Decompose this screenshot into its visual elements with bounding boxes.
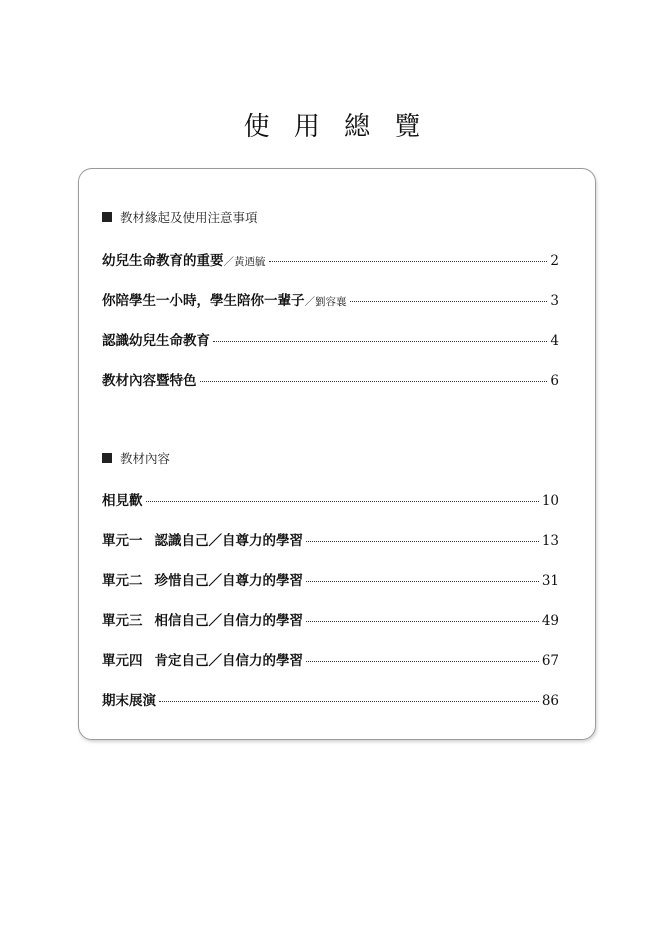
- square-bullet-icon: [102, 212, 112, 222]
- section-heading-label: 教材內容: [120, 451, 171, 466]
- toc-entry[interactable]: [102, 329, 559, 349]
- toc-entry[interactable]: [102, 369, 559, 389]
- dot-leader: [200, 381, 548, 382]
- toc-entry-page: 86: [541, 693, 559, 709]
- toc-entry-author: ／劉容襄: [304, 296, 347, 308]
- dot-leader: [306, 621, 539, 622]
- dot-leader: [306, 661, 539, 662]
- toc-entry[interactable]: [102, 489, 559, 509]
- toc-entry-page: 2: [550, 253, 559, 269]
- dot-leader: [306, 581, 539, 582]
- toc-entry-title: 珍惜自己／自尊力的學習: [154, 573, 303, 589]
- dot-leader: [269, 261, 548, 262]
- toc-entry-page: 4: [550, 333, 559, 349]
- dot-leader: [306, 541, 539, 542]
- toc-entry-title: 相見歡: [102, 493, 143, 509]
- section-heading-origins: [102, 208, 258, 226]
- toc-entry-page: 67: [541, 653, 559, 669]
- toc-entry[interactable]: [102, 529, 559, 549]
- dot-leader: [146, 501, 539, 502]
- dot-leader: [350, 301, 548, 302]
- section-heading-label: 教材緣起及使用注意事項: [120, 210, 258, 225]
- toc-entry-title: 你陪學生一小時，學生陪你一輩子: [102, 293, 305, 309]
- toc-entry[interactable]: [102, 609, 559, 629]
- toc-entry-unit: 單元一: [102, 533, 143, 549]
- toc-entry[interactable]: [102, 689, 559, 709]
- toc-entry-title: 肯定自己／自信力的學習: [154, 653, 303, 669]
- toc-entry-unit: 單元三: [102, 613, 143, 629]
- toc-entry-unit: 單元二: [102, 573, 143, 589]
- toc-entry[interactable]: [102, 289, 559, 309]
- toc-entry-title: 期末展演: [102, 693, 156, 709]
- section-heading-contents: [102, 449, 170, 467]
- dot-leader: [213, 341, 547, 342]
- toc-entry-page: 31: [541, 573, 559, 589]
- toc-entry-page: 10: [541, 493, 559, 509]
- page-title: 使 用 總 覽: [243, 112, 429, 142]
- toc-entry-page: 13: [541, 533, 559, 549]
- dot-leader: [159, 701, 539, 702]
- toc-entry-page: 3: [550, 293, 559, 309]
- toc-entry-unit: 單元四: [102, 653, 143, 669]
- toc-entry-page: 49: [541, 613, 559, 629]
- toc-entry-page: 6: [550, 373, 559, 389]
- toc-entry-title: 認識幼兒生命教育: [102, 333, 210, 349]
- square-bullet-icon: [102, 453, 112, 463]
- toc-entry[interactable]: [102, 649, 559, 669]
- toc-entry-title: 認識自己／自尊力的學習: [154, 533, 303, 549]
- toc-entry-title: 幼兒生命教育的重要: [102, 253, 224, 269]
- toc-entry-title: 相信自己／自信力的學習: [154, 613, 303, 629]
- toc-entry-author: ／黃迺毓: [223, 256, 266, 268]
- toc-entry[interactable]: [102, 249, 559, 269]
- toc-entry-title: 教材內容暨特色: [102, 373, 197, 389]
- toc-entry[interactable]: [102, 569, 559, 589]
